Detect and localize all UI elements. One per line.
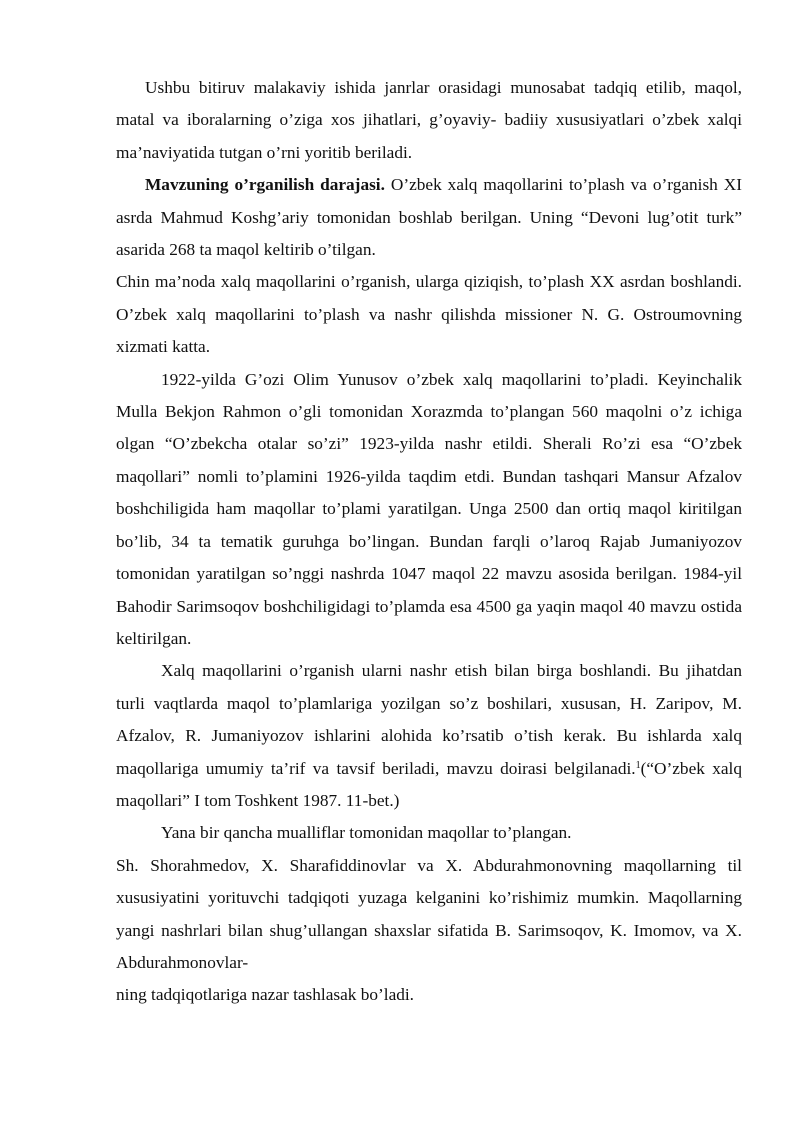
paragraph-closing-text: ning tadqiqotlariga nazar tashlasak bo’ladi. — [116, 985, 415, 1005]
paragraph-xx-century — [116, 266, 742, 363]
section-heading: Mavzuning o’rganilish darajasi. — [145, 175, 385, 195]
paragraph-research-text: Xalq maqollarini o’rganish ularni nashr etish bilan birga boshlandi. Bu jihatdan turli vaqtlarda maqol to’plamlariga yozilgan so’z boshilari, xususan, H. Zaripov, M. Afzalov, R. Jumaniyozov ishlarini alohida ko’rsatib o’tish kerak. Bu ishlarda xalq maqollariga umumiy ta’rif va tavsif beriladi, mavzu doirasi belgilanadi. — [116, 661, 742, 778]
paragraph-authors — [116, 817, 742, 849]
paragraph-intro-text: Ushbu bitiruv malakaviy ishida janrlar orasidagi munosabat tadqiq etilib, maqol, matal va iboralarning o’ziga xos jihatlari, g’oyaviy- badiiy xususiyatlari o’zbek xalqi ma’naviyatida tutgan o’rni yoritib beriladi. — [116, 78, 742, 162]
paragraph-study-level-text: O’zbek xalq maqollarini to’plash va o’rganish XI asrda Mahmud Koshg’ariy tomonidan boshlab berilgan. Uning “Devoni lug’otit turk” asarida 268 ta maqol keltirib o’tilgan. — [116, 175, 742, 260]
paragraph-authors-text: Yana bir qancha mualliflar tomonidan maqollar to’plangan. — [161, 823, 572, 843]
paragraph-collections — [116, 364, 742, 656]
document-body — [116, 72, 742, 1012]
paragraph-language-study — [116, 850, 742, 980]
paragraph-collections-text: 1922-yilda G’ozi Olim Yunusov o’zbek xalq maqollarini to’pladi. Keyinchalik Mulla Bekjon Rahmon o’gli tomonidan Xorazmda to’plangan 560 maqolni o’z ichiga olgan “O’zbekcha otalar so’zi” 1923-yilda nashr etildi. Sherali Ro’zi esa “O’zbek maqollari” nomli to’plamini 1926-yilda taqdim etdi. Bundan tashqari Mansur Afzalov boshchiligida ham maqollar to’plami yaratilgan. Unga 2500 dan ortiq maqol kiritilgan bo’lib, 34 ta tematik guruhga bo’lingan. Bundan farqli o’laroq Rajab Jumaniyozov tomonidan yaratilgan so’nggi nashrda 1047 maqol 22 mavzu asosida berilgan. 1984-yil Bahodir Sarimsoqov boshchiligidagi to’plamda esa 4500 ga yaqin maqol 40 mavzu ostida keltirilgan. — [116, 369, 742, 648]
paragraph-research — [116, 655, 742, 817]
footnote-marker: 1 — [635, 759, 641, 771]
paragraph-xx-century-text: Chin ma’noda xalq maqollarini o’rganish, ularga qiziqish, to’plash XX asrdan boshlandi. O’zbek xalq maqollarini to’plash va nashr qilishda missioner N. G. Ostroumovning xizmati katta. — [116, 272, 742, 357]
paragraph-intro — [116, 72, 742, 169]
paragraph-study-level — [116, 169, 742, 266]
paragraph-language-study-text: Sh. Shorahmedov, X. Sharafiddinovlar va X. Abdurahmonovning maqollarning til xususiyatini yorituvchi tadqiqoti yuzaga kelganini ko’rishimiz mumkin. Maqollarning yangi nashrlari bilan shug’ullangan shaxslar sifatida B. Sarimsoqov, K. Imomov, va X. Abdurahmonovlar- — [116, 855, 742, 972]
citation: (“O’zbek xalq maqollari” I tom Toshkent 1987. 11-bet.) — [116, 758, 742, 810]
paragraph-closing — [116, 979, 742, 1011]
